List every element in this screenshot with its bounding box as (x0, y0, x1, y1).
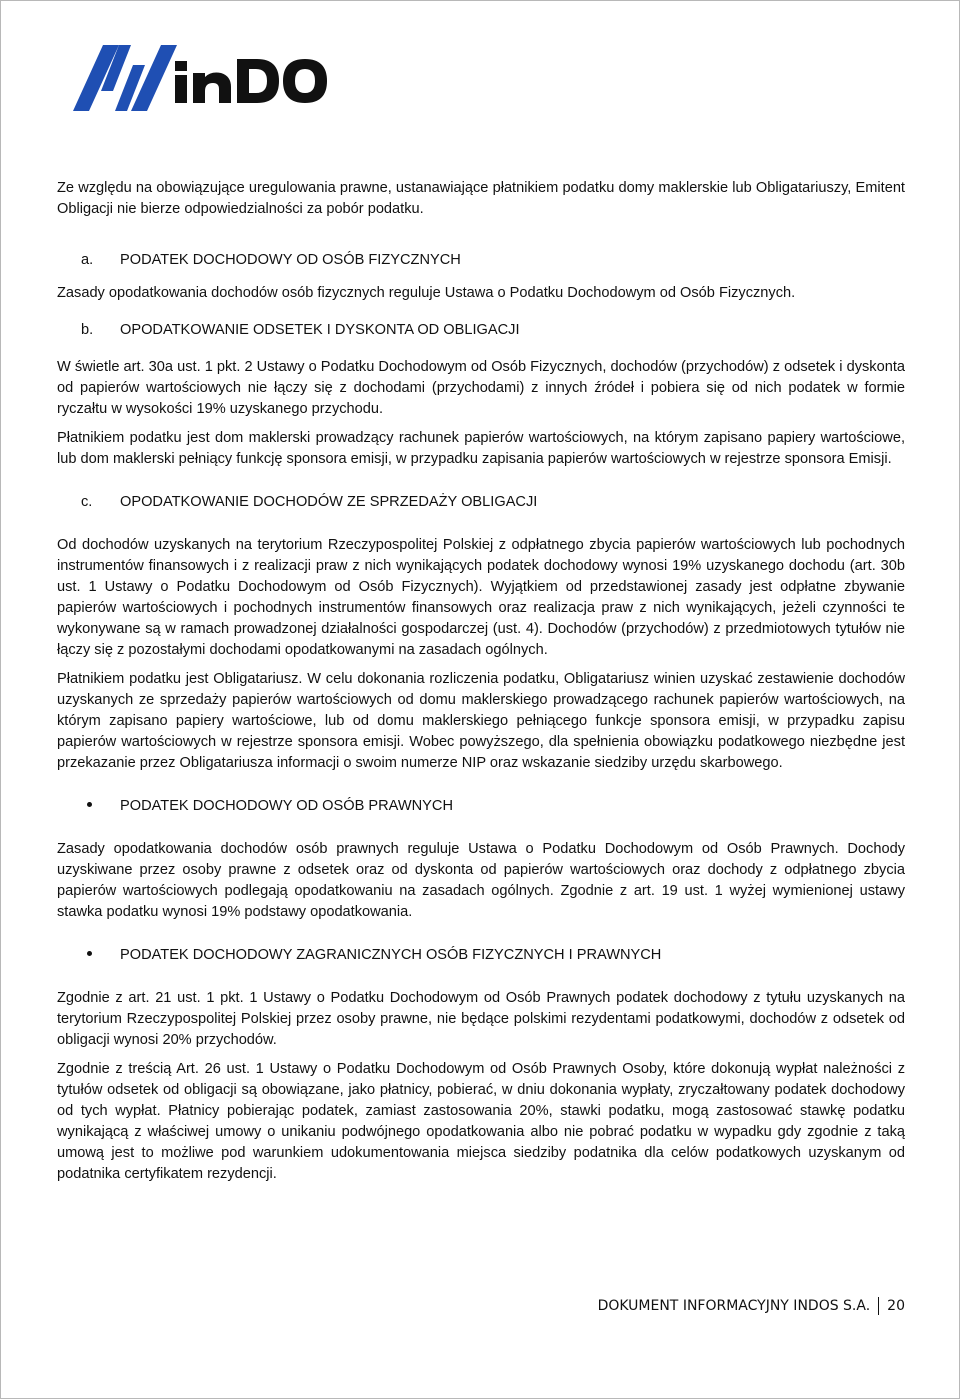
section-c-marker: c. (81, 494, 93, 510)
section-b-paragraph-1: W świetle art. 30a ust. 1 pkt. 2 Ustawy o Podatku Dochodowym od Osób Fizycznych, dochodów (przychodów) z odsetek i dyskonta od papierów wartościowych nie łączy się z dochodami (przychodami) z innych źródeł i pobiera się od nich podatek w formie ryczałtu w wysokości 19% uzyskanego przychodu. (57, 359, 905, 417)
section-a-text: Zasady opodatkowania dochodów osób fizycznych reguluje Ustawa o Podatku Dochodowym od Osób Fizycznych. (57, 285, 796, 301)
bullet-icon (87, 802, 92, 807)
document-body (57, 178, 905, 1193)
page-footer (598, 1297, 905, 1315)
intro-paragraph: Ze względu na obowiązujące uregulowania prawne, ustanawiające płatnikiem podatku domy maklerskie lub Obligatariuszy, Emitent Obligacji nie bierze odpowiedzialności za pobór podatku. (57, 180, 905, 217)
bullet-icon (87, 951, 92, 956)
section-legal-title: PODATEK DOCHODOWY OD OSÓB PRAWNYCH (120, 798, 453, 814)
section-a-title: PODATEK DOCHODOWY OD OSÓB FIZYCZNYCH (120, 252, 461, 268)
section-c-paragraph-2: Płatnikiem podatku jest Obligatariusz. W celu dokonania rozliczenia podatku, Obligatariusz winien uzyskać zestawienie dochodów uzyskanych ze sprzedaży papierów wartościowych od domu maklerskiego prowadzącego rachunek papierów wartościowych, na którym zapisano papiery wartościowe, lub od domu maklerskiego pełniącego funkcje sponsora emisji, w przypadku zapisu papierów wartościowych w rejestrze sponsora emisji. Wobec powyższego, dla spełnienia obowiązku podatkowego niezbędne jest przekazanie przez Obligatariusza informacji o swoim numerze NIP oraz wskazanie siedziby urzędu skarbowego. (57, 671, 905, 771)
footer-separator (878, 1297, 879, 1315)
footer-document-title: DOKUMENT INFORMACYJNY INDOS S.A. (597, 1298, 871, 1314)
section-b-title: OPODATKOWANIE ODSETEK I DYSKONTA OD OBLIGACJI (120, 322, 520, 338)
section-foreign-heading (57, 945, 905, 966)
section-b-heading (57, 320, 905, 341)
footer-page-number: 20 (887, 1298, 905, 1314)
section-foreign-title: PODATEK DOCHODOWY ZAGRANICZNYCH OSÓB FIZYCZNYCH I PRAWNYCH (120, 947, 662, 963)
section-foreign-paragraph-2: Zgodnie z treścią Art. 26 ust. 1 Ustawy o Podatku Dochodowym od Osób Prawnych Osoby, które dokonują wypłat należności z tytułów odsetek od obligacji są obowiązane, jako płatnicy, pobierać, w dniu dokonania wypłaty, zryczałtowany podatek dochodowy od tych wypłat. Płatnicy pobierając podatek, zamiast zastosowania 20%, stawki podatku, mogą zastosować stawkę podatku wynikającą z właściwej umowy o unikaniu podwójnego opodatkowania albo nie pobrać podatku w wypadku gdy zgodnie z taką umową jest to możliwe pod warunkiem udokumentowania miejsca siedziby podatnika dla celów podatkowych uzyskanym od podatnika certyfikatem rezydencji. (57, 1061, 905, 1182)
section-foreign-paragraph-1: Zgodnie z art. 21 ust. 1 pkt. 1 Ustawy o Podatku Dochodowym od Osób Prawnych podatek dochodowy z tytułu uzyskanych na terytorium Rzeczypospolitej Polskiej przez osoby prawne, nie będące polskimi rezydentami podatkowymi, dochodów z odsetek od obligacji wynosi 20% przychodów. (57, 990, 905, 1048)
section-b-paragraph-2: Płatnikiem podatku jest dom maklerski prowadzący rachunek papierów wartościowych, na którym zapisano papiery wartościowe, lub dom maklerski pełniący funkcję sponsora emisji, w przypadku zapisania papierów wartościowych w rejestrze sponsora Emisji. (57, 430, 905, 467)
indos-logo-graphic (71, 39, 333, 111)
section-legal-heading (57, 796, 905, 817)
section-a-heading (57, 250, 905, 271)
section-a-marker: a. (81, 252, 94, 268)
section-b-marker: b. (81, 322, 94, 338)
indos-logo (71, 39, 333, 116)
section-c-title: OPODATKOWANIE DOCHODÓW ZE SPRZEDAŻY OBLIGACJI (120, 494, 538, 510)
section-c-heading (57, 492, 905, 513)
section-legal-paragraph: Zasady opodatkowania dochodów osób prawnych reguluje Ustawa o Podatku Dochodowym od Osób Prawnych. Dochody uzyskiwane przez osoby prawne z odsetek oraz od dyskonta od papierów wartościowych oraz dochody z odpłatnego zbycia papierów wartościowych podlegają opodatkowaniu na zasadach ogólnych. Zgodnie z art. 19 ust. 1 wyżej wymienionej ustawy stawka podatku wynosi 19% podstawy opodatkowania. (57, 841, 905, 920)
section-c-paragraph-1: Od dochodów uzyskanych na terytorium Rzeczypospolitej Polskiej z odpłatnego zbycia papierów wartościowych lub pochodnych instrumentów finansowych i z realizacji praw z nich wynikających podatek dochodowy wynosi 19% uzyskanego dochodu (art. 30b ust. 1 Ustawy o Podatku Dochodowym od Osób Fizycznych). Wyjątkiem od przedstawionej zasady jest odpłatne zbywanie papierów wartościowych i pochodnych instrumentów finansowych oraz realizacja praw z nich wynikających, jeżeli czynności te wykonywane są w ramach prowadzonej działalności gospodarczej (ust. 4). Dochodów (przychodów) z przedmiotowych tytułów nie łączy się z pozostałymi dochodami opodatkowanymi na zasadach ogólnych. (57, 537, 905, 658)
